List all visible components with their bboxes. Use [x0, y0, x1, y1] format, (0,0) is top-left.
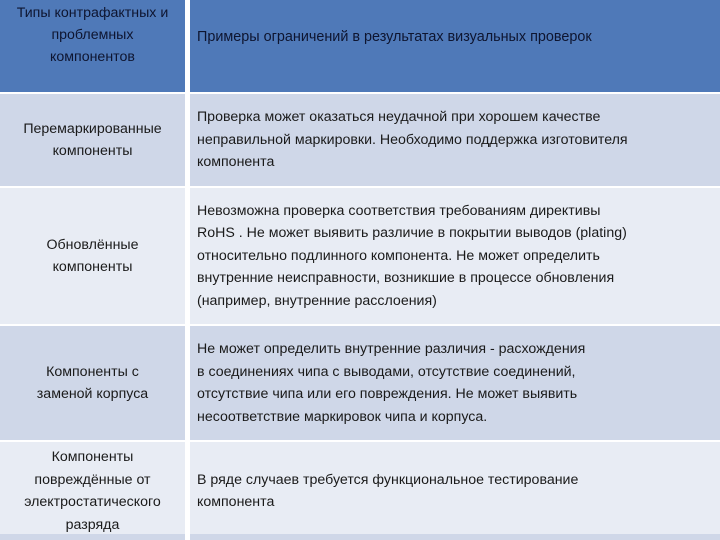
table-row	[0, 442, 720, 540]
row-type-cell	[0, 94, 185, 186]
table-header-row	[0, 0, 720, 92]
row-limits-text: Не может определить внутренние различия - расхождения в соединениях чипа с выводами, отсутствие соединений, отсутствие чипа или его повреждения. Не может выявить несоответствие маркировок чипа и корпуса.	[196, 341, 586, 425]
row-limits-cell	[189, 94, 720, 186]
header-col-types-label: Типы контрафактных и проблемных компонентов	[16, 5, 169, 65]
header-col-limits	[189, 0, 720, 92]
table-row-partial	[0, 534, 720, 540]
row-type-cell	[0, 326, 185, 440]
row-limits-text: Невозможна проверка соответствия требованиям директивы RoHS . Не может выявить различие в покрытии выводов (plating) относительно подлинного компонента. Не может определить внутренние неисправности, возникшие в процессе обновления (например, внутренние расслоения)	[196, 202, 627, 309]
table-row	[0, 94, 720, 186]
row-type-cell	[0, 188, 185, 324]
row-limits-cell	[189, 326, 720, 440]
header-col-limits-label: Примеры ограничений в результатах визуальных проверок	[196, 29, 592, 45]
row-type-label: Обновлённые компоненты	[46, 236, 139, 275]
row-type-cell	[0, 534, 185, 540]
row-limits-cell	[189, 188, 720, 324]
table-row	[0, 326, 720, 440]
row-type-cell	[0, 442, 185, 540]
row-limits-text: В ряде случаев требуется функциональное тестирование компонента	[196, 471, 579, 510]
row-type-label: Компоненты повреждённые от электростатического разряда	[24, 449, 161, 533]
row-type-label: Перемаркированные компоненты	[23, 120, 162, 159]
header-col-types	[0, 0, 185, 92]
row-limits-cell	[189, 442, 720, 540]
row-limits-text: Проверка может оказаться неудачной при хорошем качестве неправильной маркировки. Необходимо поддержка изготовителя компонента	[196, 109, 628, 171]
row-type-label: Компоненты с заменой корпуса	[36, 363, 149, 402]
table-row	[0, 188, 720, 324]
row-limits-cell	[189, 534, 720, 540]
column-divider	[186, 0, 190, 540]
